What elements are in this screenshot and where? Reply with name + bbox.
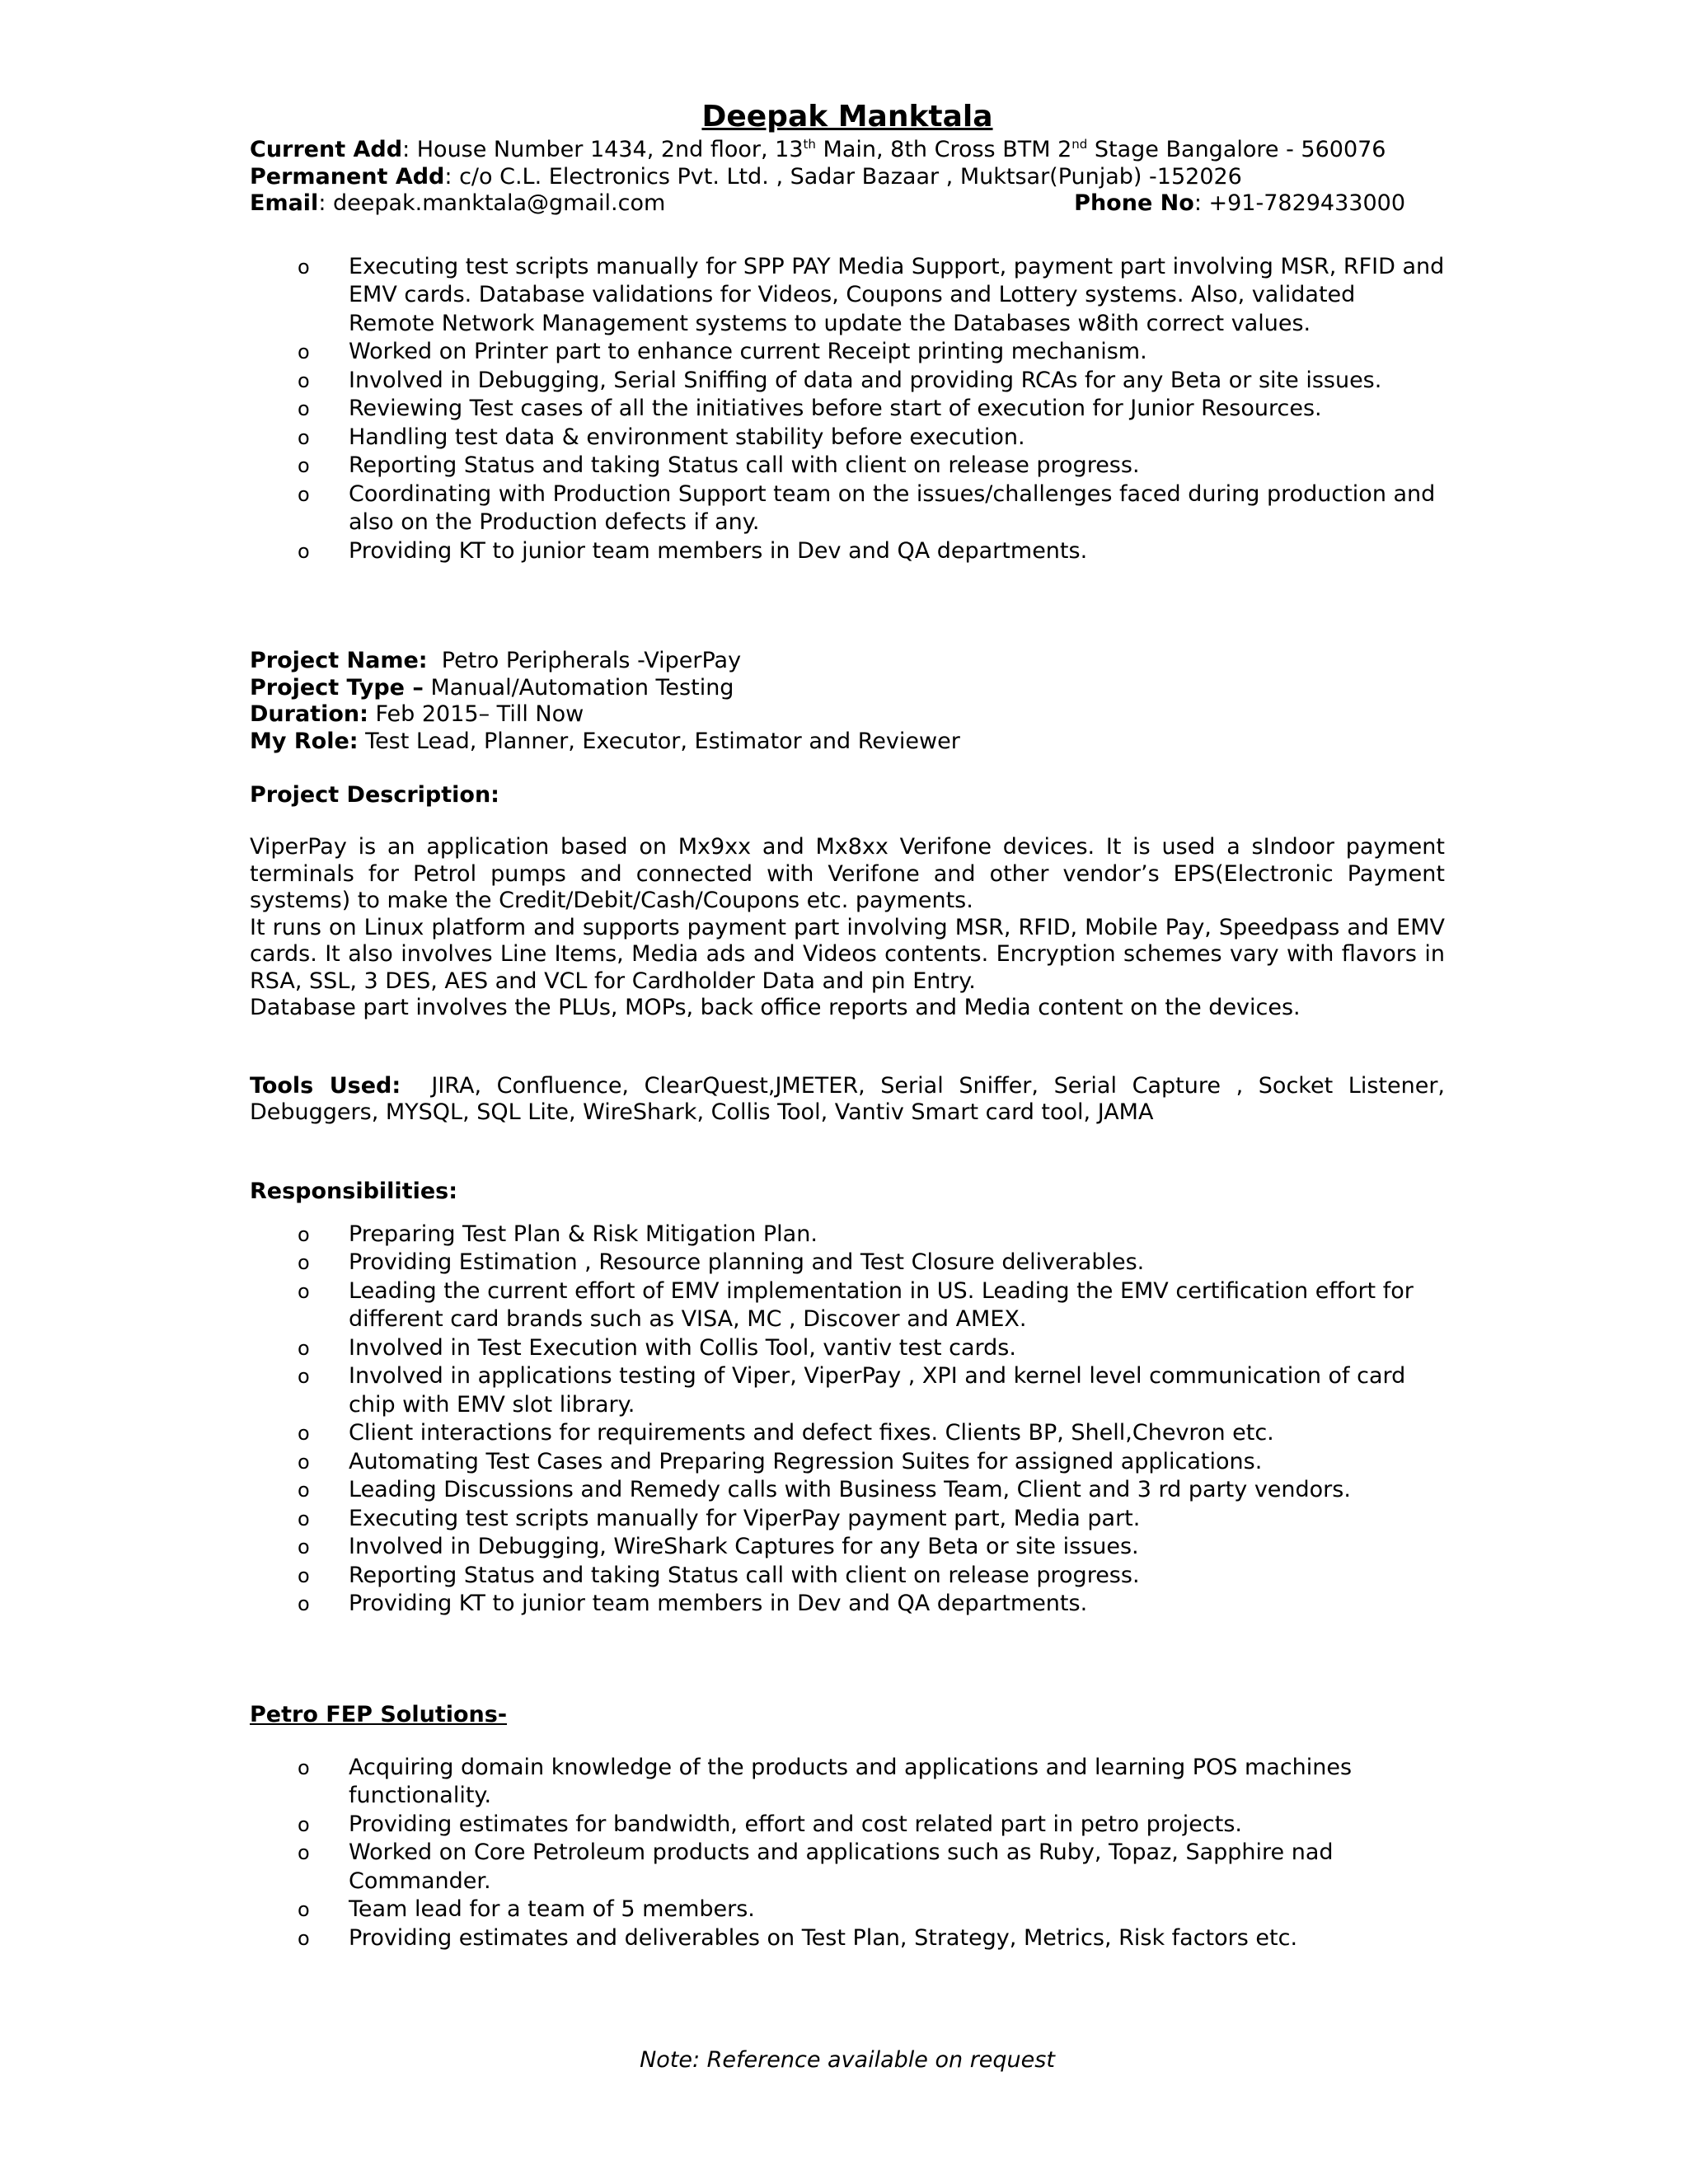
bullet-marker: o [298, 1422, 310, 1445]
experience-bullet-text: Reviewing Test cases of all the initiatives before start of execution for Junior Resources. [349, 396, 1322, 421]
responsibility-item-text: Involved in Debugging, WireShark Captures for any Beta or site issues. [349, 1534, 1139, 1559]
bullet-marker: o [298, 1479, 310, 1502]
experience-bullet [250, 424, 1445, 452]
experience-bullet [250, 367, 1445, 396]
bullet-marker: o [298, 1507, 310, 1530]
responsibility-item [250, 1362, 1445, 1419]
bullet-marker: o [298, 1336, 310, 1360]
responsibility-item [250, 1505, 1445, 1534]
reference-note: Note: Reference available on request [640, 2047, 1055, 2073]
experience-bullet-text: Executing test scripts manually for SPP PAY Media Support, payment part involving MSR, RFID and EMV cards. Database validations for Videos, Coupons and Lottery systems. Also, validated Remote Network Management systems to update the Databases w8ith correct values. [349, 253, 1445, 336]
experience-bullet-text: Worked on Printer part to enhance current Receipt printing mechanism. [349, 339, 1147, 364]
bullet-marker: o [298, 1450, 310, 1474]
fep-bullet-text: Worked on Core Petroleum products and applications such as Ruby, Topaz, Sapphire nad Commander. [349, 1840, 1334, 1894]
experience-bullet [250, 395, 1445, 424]
experience-bullet [250, 452, 1445, 480]
experience-bullet-text: Reporting Status and taking Status call with client on release progress. [349, 452, 1140, 478]
bullet-marker: o [298, 425, 310, 449]
bullet-marker: o [298, 1926, 310, 1950]
responsibility-item-text: Executing test scripts manually for ViperPay payment part, Media part. [349, 1505, 1141, 1531]
duration-label: Duration: [250, 701, 368, 727]
experience-bullet [250, 253, 1445, 339]
fep-bullet [250, 1924, 1445, 1953]
current-address-label: Current Add [250, 137, 403, 162]
bullet-marker: o [298, 1222, 310, 1246]
experience-bullet-list [250, 253, 1445, 566]
current-address-part2: Main, 8th Cross BTM 2 [815, 137, 1072, 162]
fep-bullet-text: Team lead for a team of 5 members. [349, 1896, 755, 1922]
candidate-name: Deepak Manktala [701, 100, 993, 134]
project-details [250, 648, 1445, 755]
fep-bullet [250, 1839, 1445, 1896]
contact-row [250, 190, 1405, 218]
role-label: My Role: [250, 728, 359, 754]
responsibility-item [250, 1277, 1445, 1334]
fep-bullet-text: Providing estimates for bandwidth, effort and cost related part in petro projects. [349, 1811, 1242, 1837]
tools-used [250, 1072, 1452, 1127]
responsibilities-heading: Responsibilities: [250, 1178, 458, 1204]
responsibility-item-text: Leading Discussions and Remedy calls with Business Team, Client and 3 rd party vendors. [349, 1477, 1351, 1502]
responsibilities-list [250, 1221, 1445, 1619]
fep-bullet [250, 1896, 1445, 1924]
responsibility-item [250, 1448, 1445, 1477]
experience-bullet [250, 537, 1445, 566]
bullet-marker: o [298, 1279, 310, 1303]
bullet-marker: o [298, 1841, 310, 1864]
responsibility-item [250, 1562, 1445, 1591]
project-name-label: Project Name: [250, 648, 428, 673]
phone-value: : +91-7829433000 [1193, 190, 1405, 216]
fep-bullet-list [250, 1754, 1445, 1953]
project-description-p3: Database part involves the PLUs, MOPs, back office reports and Media content on the devices. [250, 995, 1301, 1020]
responsibility-item [250, 1419, 1445, 1448]
project-name-value: Petro Peripherals -ViperPay [427, 648, 742, 673]
responsibility-item [250, 1334, 1445, 1363]
bullet-marker: o [298, 454, 310, 477]
responsibility-item-text: Automating Test Cases and Preparing Regression Suites for assigned applications. [349, 1448, 1263, 1474]
bullet-marker: o [298, 1812, 310, 1836]
project-type-line [250, 675, 1445, 702]
current-address [250, 137, 1445, 164]
bullet-marker: o [298, 1755, 310, 1779]
current-address-part3: Stage Bangalore - 560076 [1087, 137, 1386, 162]
project-description-p1: ViperPay is an application based on Mx9xx and Mx8xx Verifone devices. It is used a sIndoor payment terminals for Petrol pumps and connected with Verifone and other vendor’s EPS(Electronic Payment systems) to make the Credit/Debit/Cash/Coupons etc. payments. [250, 834, 1445, 913]
responsibility-item-text: Reporting Status and taking Status call with client on release progress. [349, 1562, 1140, 1588]
bullet-marker: o [298, 340, 310, 363]
experience-bullet-text: Providing KT to junior team members in Dev and QA departments. [349, 537, 1088, 564]
responsibility-item [250, 1249, 1445, 1277]
duration-line [250, 701, 1445, 729]
bullet-marker: o [298, 1365, 310, 1388]
responsibility-item-text: Providing KT to junior team members in Dev and QA departments. [349, 1591, 1088, 1616]
experience-bullet-text: Handling test data & environment stability before execution. [349, 424, 1025, 450]
current-address-sup1: th [803, 137, 816, 152]
fep-bullet [250, 1811, 1445, 1840]
responsibility-item [250, 1476, 1445, 1505]
responsibility-item [250, 1221, 1445, 1249]
resume-page [250, 97, 1452, 2074]
permanent-address [250, 164, 1445, 191]
bullet-marker: o [298, 368, 310, 392]
project-description-heading: Project Description: [250, 782, 499, 808]
tools-used-value: JIRA, Confluence, ClearQuest,JMETER, Serial Sniffer, Serial Capture , Socket Listener, Debuggers, MYSQL, SQL Lite, WireShark, Collis Tool, Vantiv Smart card tool, JAMA [250, 1072, 1452, 1125]
bullet-marker: o [298, 255, 310, 279]
responsibility-item [250, 1590, 1445, 1619]
bullet-marker: o [298, 539, 310, 563]
current-address-part1: : House Number 1434, 2nd floor, 13 [402, 137, 804, 162]
responsibility-item-text: Involved in applications testing of Viper, ViperPay , XPI and kernel level communication of card chip with EMV slot library. [349, 1363, 1406, 1418]
project-type-value: Manual/Automation Testing [423, 674, 734, 701]
responsibility-item-text: Preparing Test Plan & Risk Mitigation Plan. [349, 1221, 818, 1247]
experience-bullet-text: Involved in Debugging, Serial Sniffing of data and providing RCAs for any Beta or site issues. [349, 367, 1382, 393]
responsibility-item-text: Providing Estimation , Resource planning and Test Closure deliverables. [349, 1249, 1145, 1275]
experience-bullet [250, 338, 1445, 367]
fep-heading: Petro FEP Solutions- [250, 1701, 508, 1727]
bullet-marker: o [298, 1563, 310, 1587]
bullet-marker: o [298, 482, 310, 506]
project-name-line [250, 648, 1445, 675]
experience-bullet-text: Coordinating with Production Support team on the issues/challenges faced during production and also on the Production defects if any. [349, 480, 1436, 535]
permanent-address-value: : c/o C.L. Electronics Pvt. Ltd. , Sadar Bazaar , Muktsar(Punjab) -152026 [444, 163, 1242, 190]
fep-bullet-text: Providing estimates and deliverables on Test Plan, Strategy, Metrics, Risk factors etc. [349, 1924, 1298, 1951]
bullet-marker: o [298, 1592, 310, 1615]
current-address-sup2: nd [1071, 137, 1088, 152]
email-label: Email [250, 190, 319, 216]
bullet-marker: o [298, 397, 310, 420]
bullet-marker: o [298, 1535, 310, 1558]
responsibility-item-text: Involved in Test Execution with Collis Tool, vantiv test cards. [349, 1334, 1016, 1361]
duration-value: Feb 2015– Till Now [368, 701, 584, 727]
role-value: Test Lead, Planner, Executor, Estimator and Reviewer [358, 728, 960, 754]
project-description-p2: It runs on Linux platform and supports payment part involving MSR, RFID, Mobile Pay, Speedpass and EMV cards. It also involves Line Items, Media ads and Videos contents. Encryption schemes vary with flavors in RSA, SSL, 3 DES, AES and VCL for Cardholder Data and pin Entry. [250, 914, 1445, 994]
tools-used-label: Tools Used: [250, 1072, 401, 1099]
fep-bullet-text: Acquiring domain knowledge of the products and applications and learning POS machines functionality. [349, 1754, 1353, 1808]
responsibility-item-text: Client interactions for requirements and defect fixes. Clients BP, Shell,Chevron etc. [349, 1420, 1274, 1446]
email-line [250, 190, 665, 218]
responsibility-item-text: Leading the current effort of EMV implementation in US. Leading the EMV certification effort for different card brands such as VISA, MC , Discover and AMEX. [349, 1277, 1414, 1332]
email-value: : deepak.manktala@gmail.com [318, 190, 666, 216]
phone-label: Phone No [1074, 190, 1194, 216]
project-type-label: Project Type – [250, 674, 424, 701]
bullet-marker: o [298, 1251, 310, 1274]
fep-bullet [250, 1754, 1445, 1811]
phone-line [1074, 190, 1405, 218]
bullet-marker: o [298, 1898, 310, 1921]
role-line [250, 729, 1445, 756]
permanent-address-label: Permanent Add [250, 163, 445, 190]
experience-bullet [250, 480, 1445, 537]
responsibility-item [250, 1533, 1445, 1562]
